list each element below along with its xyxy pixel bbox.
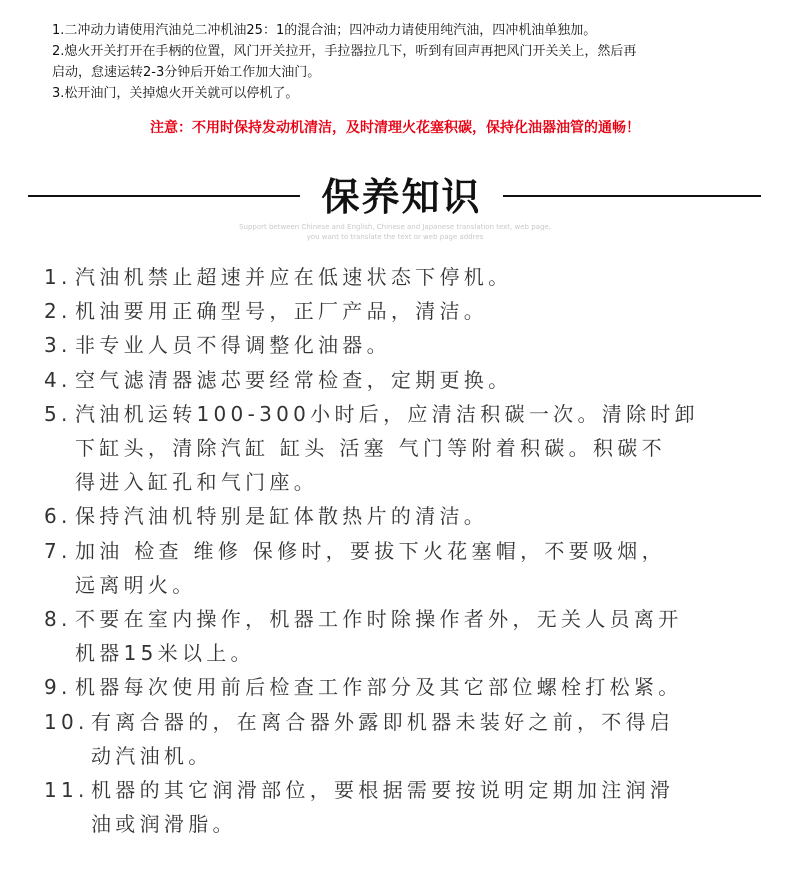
item-number: 10. [44,709,89,734]
list-item [44,260,764,294]
item-number: 11. [44,778,89,803]
item-number: 3. [44,333,72,358]
item-number: 5. [44,401,72,426]
list-item [44,499,764,533]
title-divider-right [503,195,761,197]
item-number: 1. [44,265,72,289]
item-text: 加油 检查 维修 保修时，要拔下火花塞帽，不要吸烟， [75,538,666,563]
item-text: 汽油机运转100-300小时后，应清洁积碳一次。清除时卸 [75,401,699,426]
instruction-line-2: 2.熄火开关打开在手柄的位置，风门开关拉开，手拉器拉几下，听到有回声再把风门开关关上，然后再 [52,44,637,59]
item-text: 有离合器的，在离合器外露即机器未装好之前，不得启 [91,709,675,734]
list-item [44,705,764,773]
item-number: 7. [44,538,72,563]
item-text: 空气滤清器滤芯要经常检查，定期更换。 [75,367,513,392]
watermark-line-1: Support between Chinese and English, Chinese and Japanese translation text, web page, [239,223,551,231]
item-text: 保持汽油机特别是缸体散热片的清洁。 [75,504,489,529]
list-item [44,363,764,397]
list-item [44,602,764,670]
item-text: 非专业人员不得调整化油器。 [75,333,391,358]
operating-instructions [52,20,772,104]
item-number: 9. [44,675,72,700]
watermark-line-2: you want to translate the text or web page addres [306,233,484,241]
item-number: 2. [44,299,72,324]
item-text: 机器的其它润滑部位，要根据需要按说明定期加注润滑 [91,778,675,803]
maintenance-list [44,260,764,841]
list-item [44,294,764,328]
list-item [44,328,764,362]
item-text: 机油要用正确型号，正厂产品，清洁。 [75,299,489,324]
section-header [0,170,790,224]
item-number: 8. [44,607,72,632]
item-text: 动汽油机。 [91,743,213,768]
warning-notice: 注意：不用时保持发动机清洁，及时清理火花塞积碳，保持化油器油管的通畅！ [150,120,640,136]
title-divider-left [28,195,300,197]
item-text: 机器15米以上。 [75,641,255,666]
item-text: 不要在室内操作，机器工作时除操作者外，无关人员离开 [75,607,683,632]
item-number: 4. [44,367,72,392]
list-item [44,670,764,704]
item-text: 得进入缸孔和气门座。 [75,470,318,495]
instruction-line-1: 1.二冲动力请使用汽油兑二冲机油25：1的混合油；四冲动力请使用纯汽油，四冲机油单独加。 [52,23,597,38]
list-item [44,773,764,841]
item-text: 远离明火。 [75,572,197,597]
instruction-line-3: 启动，怠速运转2-3分钟后开始工作加大油门。 [52,65,321,80]
list-item [44,534,764,602]
item-number: 6. [44,504,72,529]
item-text: 油或润滑脂。 [91,812,237,837]
section-title: 保养知识 [321,175,482,219]
item-text: 汽油机禁止超速并应在低速状态下停机。 [75,265,513,289]
item-text: 下缸头，清除汽缸 缸头 活塞 气门等附着积碳。积碳不 [75,436,666,461]
instruction-line-4: 3.松开油门，关掉熄火开关就可以停机了。 [52,86,299,101]
list-item [44,397,764,500]
item-text: 机器每次使用前后检查工作部分及其它部位螺栓打松紧。 [75,675,683,700]
